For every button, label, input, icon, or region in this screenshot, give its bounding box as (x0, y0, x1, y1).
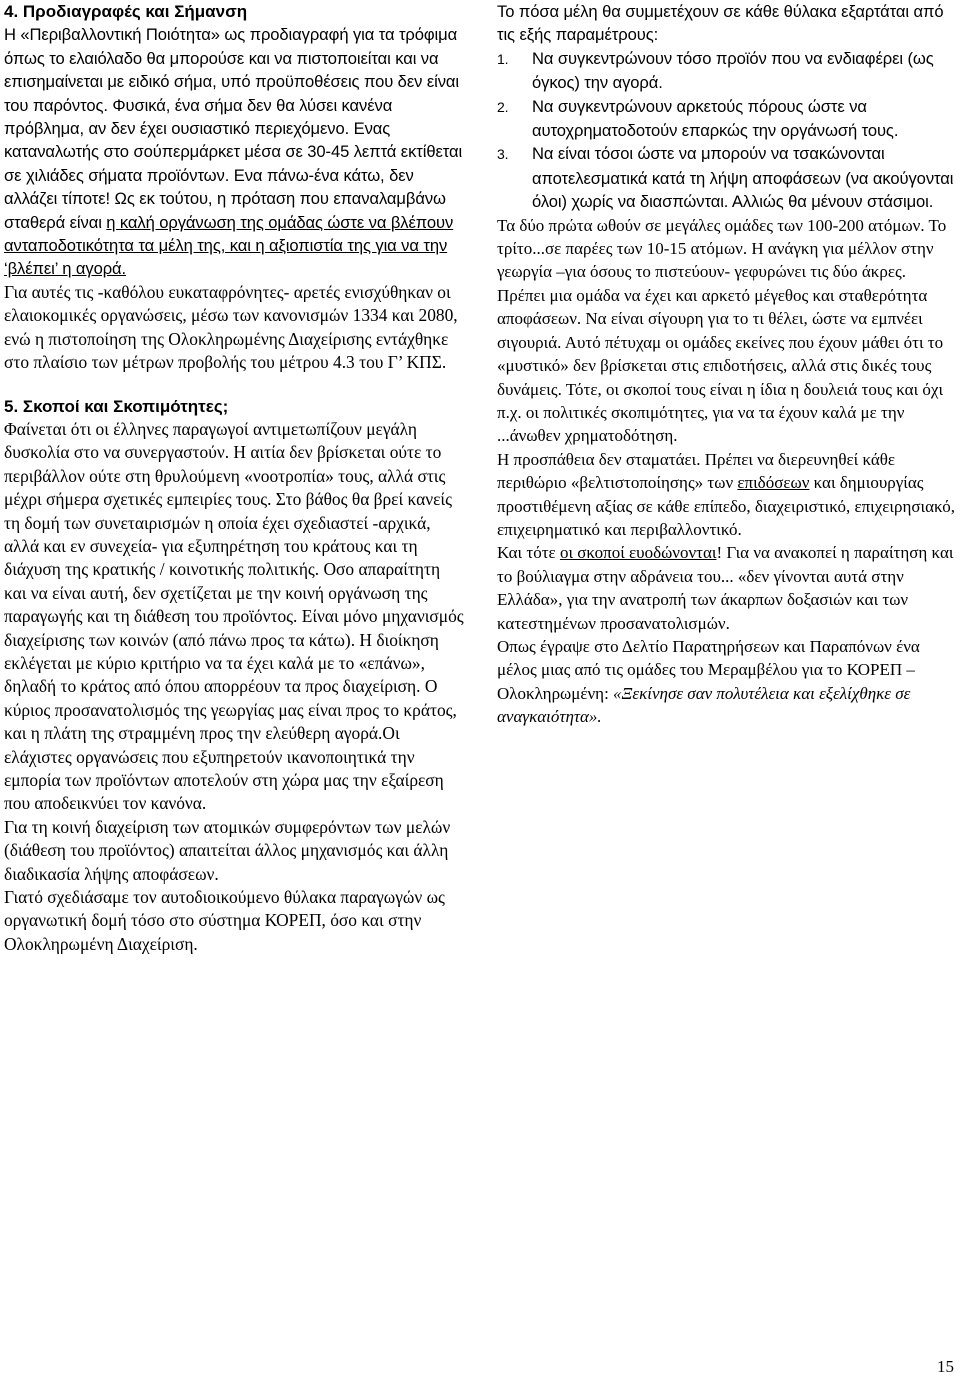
list-number: 2. (497, 98, 509, 115)
right-paragraph-3 (497, 448, 956, 542)
right-paragraph-5 (497, 635, 956, 729)
right-column (497, 0, 956, 729)
list-item (497, 142, 956, 213)
list-number: 3. (497, 146, 509, 163)
section-4-text: Η «Περιβαλλοντική Ποιότητα» ως προδιαγραφή για τα τρόφιμα όπως το ελαιόλαδο θα μπορούσε και να πιστοποιείται και να επισημαίνεται με ειδικό σήμα, υπό προϋποθέσεις που δεν είναι του παρόντος. Φυσικά, ένα σήμα δεν θα λύσει κανένα πρόβλημα, αν δεν έχει ουσιαστικό περιεχόμενο. Ενας καταναλωτής στο σούπερμάρκετ μέσα σε 30-45 λεπτά εκτίθεται σε χιλιάδες σήματα προϊόντων. Ενα πάνω-ένα κάτω, δεν αλλάζει τίποτε! Ως εκ τούτου, η πρόταση που επαναλαμβάνω σταθερά είναι (4, 25, 463, 232)
section-4-paragraph-2: Για αυτές τις -καθόλου ευκαταφρόνητες- αρετές ενισχύθηκαν οι ελαιοκομικές οργανώσεις, μέσω των κανονισμών 1334 και 2080, ενώ η πιστοποίηση της Ολοκληρωμένης Διαχείρισης εντάχθηκε στο πλαίσιο των μέτρων προβολής του μέτρου 4.3 του Γ’ ΚΠΣ. (4, 281, 458, 373)
list-text: Να συγκεντρώνουν αρκετούς πόρους ώστε να αυτοχρηματοδοτούν επαρκώς την οργάνωσή τους. (532, 96, 899, 141)
section-5-paragraph-1: Φαίνεται ότι οι έλληνες παραγωγοί αντιμετωπίζουν μεγάλη δυσκολία στο να συνεργαστούν. Η αιτία δεν βρίσκεται ούτε το περιβάλλον ούτε στη θρυλούμενη «νοοτροπία» τους, αλλά στις μέχρι σήμερα σχετικές εμπειρίες τους. Στο βάθος θα βρεί κανείς τη δομή των συνεταιρισμών η οποία έχει σχεδιαστεί -αρχικά, αλλά και εν συνεχεία- για εξυπηρέτηση του κράτους και τη διάχυση της κρατικής / κοινοτικής πολιτικής. Οσο απαραίτητη και να είναι αυτή, δεν σχετίζεται με την κοινή οργάνωση της παραγωγής και τη διάθεση του προϊόντος. Είναι μόνο μηχανισμός διαχείρισης των κοινών (από πάνω προς τα κάτω). Η διοίκηση εκλέγεται με κύριο κριτήριο να τα έχει καλά με το «επάνω», δηλαδή το κράτος από όπου απορρέουν τα προς διαχείριση. Ο κύριος προσανατολισμός της γεωργίας μας είναι προς το κράτος, και η πλάτη της στραμμένη προς την ελεύθερη αγορά.Οι ελάχιστες οργανώσεις που εξυπηρετούν ικανοποιητικά την εμπορία των προϊόντων αποτελούν στη χώρα μας την εξαίρεση που αποδεικνύει τον κανόνα. (4, 418, 464, 814)
p3-underlined: επιδόσεων (737, 473, 810, 493)
section-5-paragraph-3: Γιατό σχεδιάσαμε τον αυτοδιοικούμενο θύλακα παραγωγών ως οργανωτική δομή τόσο στο σύστημα ΚΟΡΕΠ, όσο και στην Ολοκληρωμένη Διαχείριση. (4, 887, 445, 954)
p5-quote: «Ξεκίνησε σαν πολυτέλεια και εξελίχθηκε σε αναγκαιότητα». (497, 683, 911, 727)
page-number: 15 (937, 1357, 954, 1376)
p5-text: Οπως έγραψε στο Δελτίο Παρατηρήσεων και Παραπόνων ένα μέλος μιας από τις ομάδες του Μεραμβέλου για το ΚΟΡΕΠ – Ολοκληρωμένη: (497, 636, 920, 703)
list-text: Να συγκεντρώνουν τόσο προϊόν που να ενδιαφέρει (ως όγκος) την αγορά. (532, 48, 934, 93)
section-4-title: 4. Προδιαγραφές και Σήμανση (4, 2, 248, 21)
list-number: 1. (497, 50, 509, 67)
list-item (497, 47, 956, 95)
left-column (4, 0, 464, 956)
section-4-underlined-text: η καλή οργάνωση της ομάδας ώστε να βλέπουν ανταποδοτικότητα τα μέλη της, και η αξιοπιστία της για να την ‘βλέπει’ η αγορά. (4, 212, 454, 279)
right-intro: Το πόσα μέλη θα συμμετέχουν σε κάθε θύλακα εξαρτάται από τις εξής παραμέτρους: (497, 2, 944, 45)
p3-text-b: και δημιουργίας προστιθέμενη αξίας σε κάθε επίπεδο, διαχειριστικό, επιχειρησιακό, επιχειρηματικό και περιβαλλοντικό. (497, 473, 955, 539)
right-paragraph-4 (497, 541, 956, 635)
list-text: Να είναι τόσοι ώστε να μπορούν να τσακώνονται αποτελεσματικά κατά τη λήψη αποφάσεων (να ακούγονται όλοι) χωρίς να διασπώνται. Αλλιώς θα μένουν στάσιμοι. (532, 144, 954, 212)
p4-text-a: Και τότε (497, 543, 560, 563)
section-5-title: 5. Σκοποί και Σκοπιμότητες; (4, 396, 229, 416)
list-item (497, 95, 956, 143)
p4-underlined: οι σκοποί ευοδώνονται (559, 543, 717, 563)
p3-text-a: Η προσπάθεια δεν σταματάει. Πρέπει να διερευνηθεί κάθε περιθώριο «βελτιστοποίησης» των (497, 449, 896, 493)
section-4-paragraph-1 (4, 23, 464, 280)
right-paragraph-1: Τα δύο πρώτα ωθούν σε μεγάλες ομάδες των 100-200 ατόμων. Το τρίτο...σε παρέες των 10-15 ατόμων. Η ανάγκη για μέλλον στην γεωργία –για όσους το πιστεύουν- γεφυρώνει τις δύο άκρες. (497, 215, 947, 282)
parameters-list (497, 47, 956, 214)
section-5-paragraph-2: Για τη κοινή διαχείριση των ατομικών συμφερόντων των μελών (διάθεση του προϊόντος) απαιτείται άλλος μηχανισμός και άλλη διαδικασία λήψης αποφάσεων. (4, 816, 451, 884)
p4-text-b: ! Για να ανακοπεί η παραίτηση και το βούλιαγμα στην αδράνεια του... «δεν γίνονται αυτά στην Ελλάδα», για την ανατροπή των άκαρπων δοξασιών και των κατεστημένων προσανατολισμών. (497, 543, 954, 633)
right-paragraph-2: Πρέπει μια ομάδα να έχει και αρκετό μέγεθος και σταθερότητα αποφάσεων. Να είναι σίγουρη για το τι θέλει, ώστε να εμπνέει σιγουριά. Αυτό πέτυχαμ οι ομάδες εκείνες που έχουν μάθει ότι το «μυστικό» δεν βρίσκεται στις επιδοτήσεις, αλλά στις δικές τους δυνάμεις. Τότε, οι σκοποί τους είναι η ίδια η δουλειά τους και όχι π.χ. οι πολιτικές σκοπιμότητες, για να τα έχουν καλά με την ...άνωθεν χρηματοδότηση. (497, 285, 944, 446)
